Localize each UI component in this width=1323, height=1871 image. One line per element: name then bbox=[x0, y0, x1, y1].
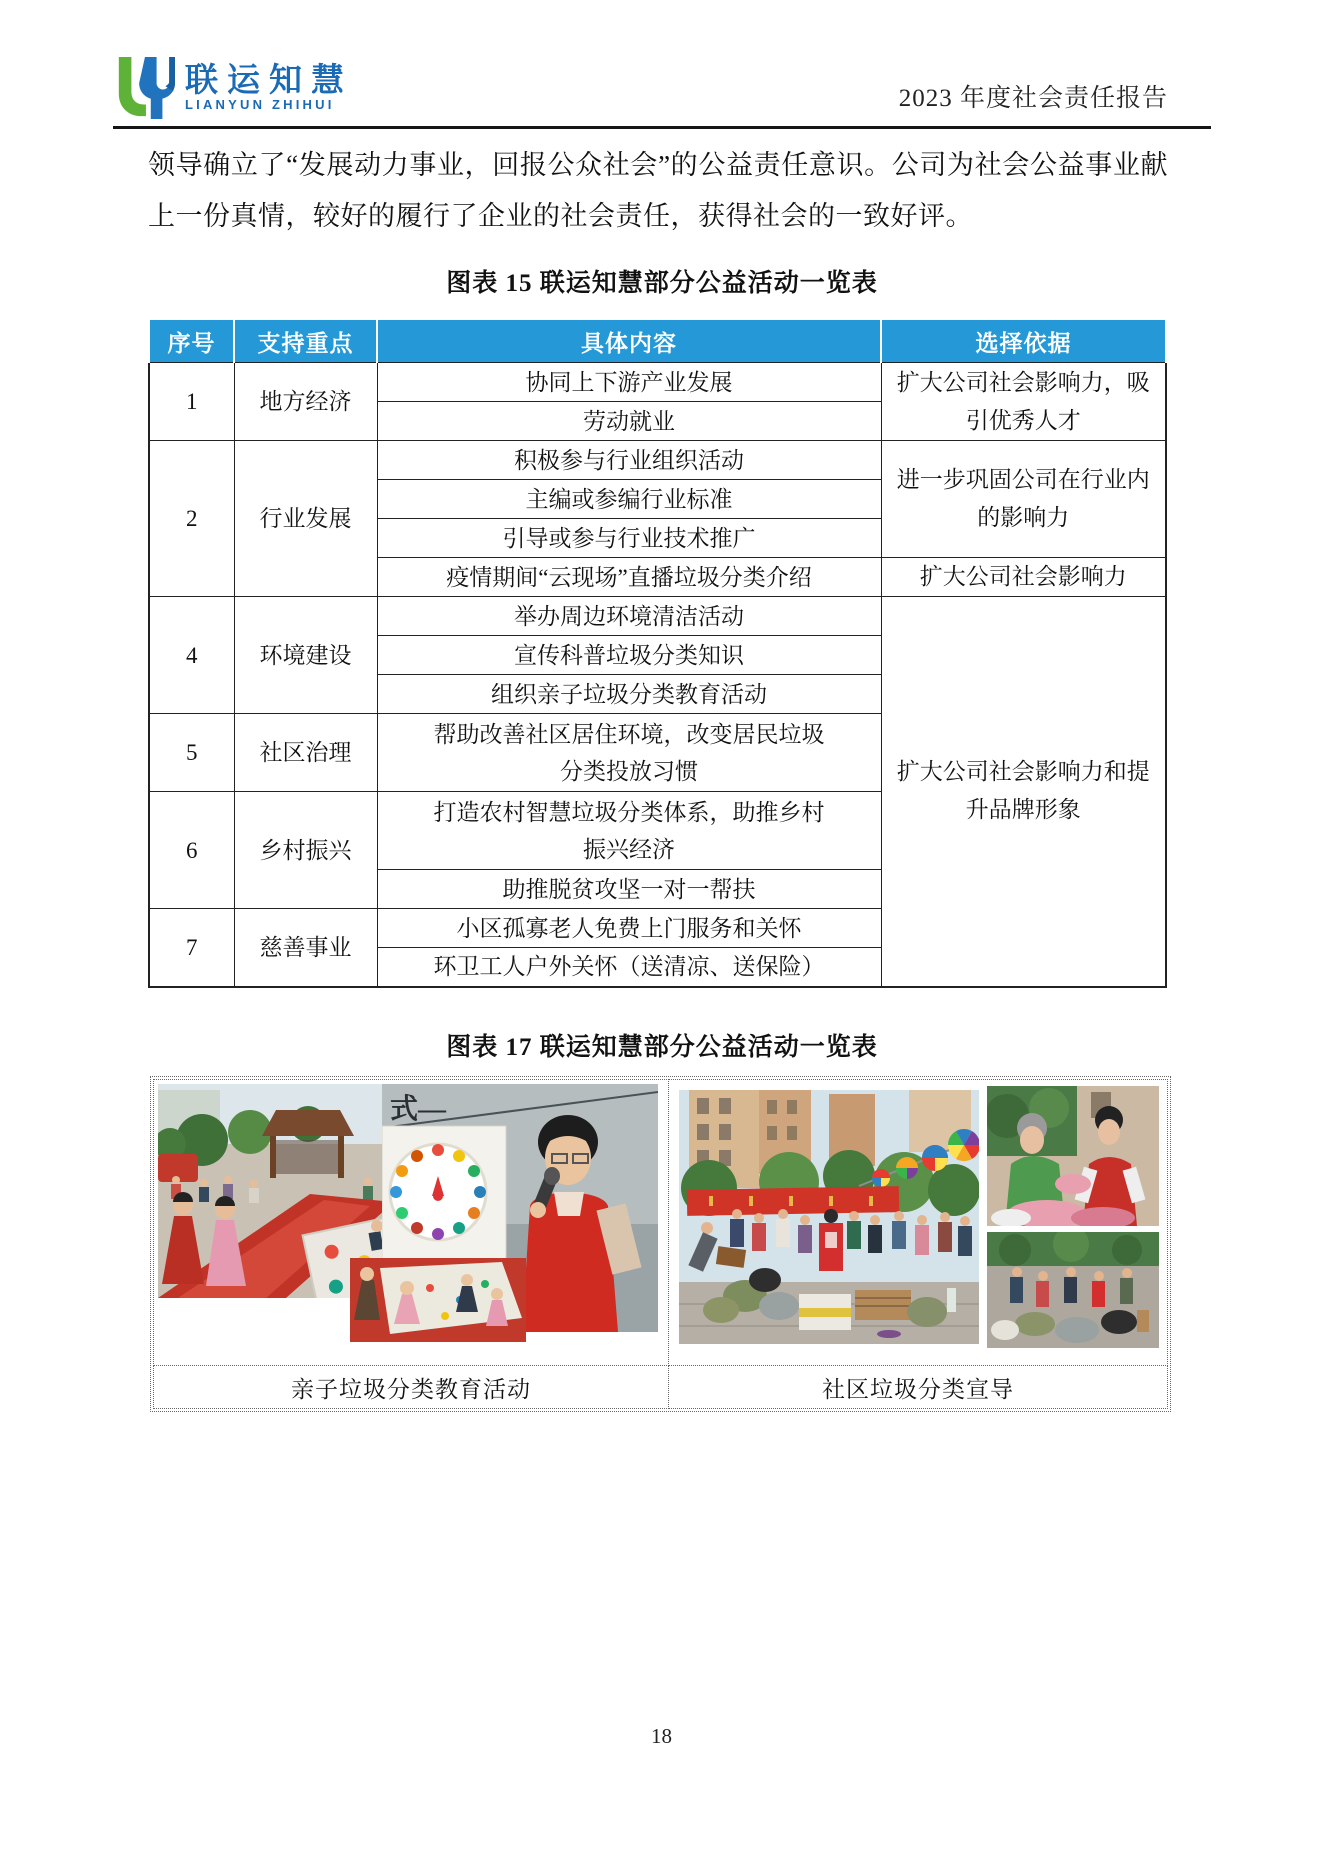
figure17-title: 图表 17 联运知慧部分公益活动一览表 bbox=[446, 1034, 878, 1061]
table-cell: 扩大公司社会影响力 bbox=[881, 558, 1166, 597]
table-cell: 7 bbox=[149, 909, 234, 987]
table-cell: 地方经济 bbox=[234, 363, 377, 441]
table-cell: 宣传科普垃圾分类知识 bbox=[377, 636, 881, 675]
logo-text-en: LIANYUN ZHIHUI bbox=[185, 97, 335, 112]
table-row bbox=[149, 363, 1166, 402]
page-number: 18 bbox=[651, 1724, 672, 1748]
table-cell: 协同上下游产业发展 bbox=[377, 363, 881, 402]
photo-community-main bbox=[679, 1090, 979, 1344]
caption-right: 社区垃圾分类宣导 bbox=[669, 1366, 1168, 1409]
table-cell: 主编或参编行业标准 bbox=[377, 480, 881, 519]
figure15-title: 图表 15 联运知慧部分公益活动一览表 bbox=[446, 270, 878, 297]
table-cell: 进一步巩固公司在行业内的影响力 bbox=[881, 441, 1166, 558]
table-cell: 组织亲子垃圾分类教育活动 bbox=[377, 675, 881, 714]
table-row bbox=[149, 441, 1166, 480]
table-cell: 举办周边环境清洁活动 bbox=[377, 597, 881, 636]
table-cell: 扩大公司社会影响力，吸引优秀人才 bbox=[881, 363, 1166, 441]
table-header-cell: 选择依据 bbox=[881, 319, 1166, 363]
table-cell: 1 bbox=[149, 363, 234, 441]
table-cell: 慈善事业 bbox=[234, 909, 377, 987]
photo-cell-right bbox=[669, 1080, 1168, 1366]
table-cell: 帮助改善社区居住环境，改变居民垃圾分类投放习惯 bbox=[377, 714, 881, 792]
body-paragraph: 领导确立了“发展动力事业，回报公众社会”的公益责任意识。公司为社会公益事业献上一份真情，较好的履行了企业的社会责任，获得社会的一致好评。 bbox=[148, 150, 1168, 231]
table-cell: 2 bbox=[149, 441, 234, 597]
table-cell: 行业发展 bbox=[234, 441, 377, 597]
table-header-cell: 序号 bbox=[149, 319, 234, 363]
table-cell: 社区治理 bbox=[234, 714, 377, 792]
activity-table bbox=[148, 318, 1167, 988]
table-header-cell: 具体内容 bbox=[377, 319, 881, 363]
photo-community-bags bbox=[987, 1232, 1159, 1348]
table-header-cell: 支持重点 bbox=[234, 319, 377, 363]
photo-table bbox=[150, 1076, 1171, 1412]
table-cell: 引导或参与行业技术推广 bbox=[377, 519, 881, 558]
table-cell: 乡村振兴 bbox=[234, 792, 377, 909]
table-cell: 小区孤寡老人免费上门服务和关怀 bbox=[377, 909, 881, 948]
table-cell: 助推脱贫攻坚一对一帮扶 bbox=[377, 870, 881, 909]
banner-text-fragment: 式— bbox=[390, 1094, 447, 1125]
table-cell: 疫情期间“云现场”直播垃圾分类介绍 bbox=[377, 558, 881, 597]
table-cell: 环境建设 bbox=[234, 597, 377, 714]
company-logo bbox=[113, 56, 353, 120]
table-row bbox=[149, 597, 1166, 636]
report-title: 2023 年度社会责任报告 bbox=[898, 85, 1168, 112]
logo-text-cn: 联运知慧 bbox=[185, 61, 353, 98]
table-cell: 劳动就业 bbox=[377, 402, 881, 441]
table-cell: 打造农村智慧垃圾分类体系，助推乡村振兴经济 bbox=[377, 792, 881, 870]
activity-table-body bbox=[149, 363, 1166, 987]
photo-crowd-inset bbox=[350, 1258, 526, 1342]
logo-mark-icon bbox=[113, 56, 175, 120]
table-cell: 积极参与行业组织活动 bbox=[377, 441, 881, 480]
table-cell: 4 bbox=[149, 597, 234, 714]
table-cell: 环卫工人户外关怀（送清凉、送保险） bbox=[377, 948, 881, 987]
caption-left: 亲子垃圾分类教育活动 bbox=[154, 1366, 669, 1409]
table-header-row bbox=[149, 319, 1166, 363]
photo-donation-exchange bbox=[987, 1086, 1159, 1226]
photo-cell-left bbox=[154, 1080, 669, 1366]
table-cell: 扩大公司社会影响力和提升品牌形象 bbox=[881, 597, 1166, 987]
table-cell: 6 bbox=[149, 792, 234, 909]
header-rule bbox=[113, 126, 1211, 129]
logo-text bbox=[185, 63, 353, 113]
table-cell: 5 bbox=[149, 714, 234, 792]
